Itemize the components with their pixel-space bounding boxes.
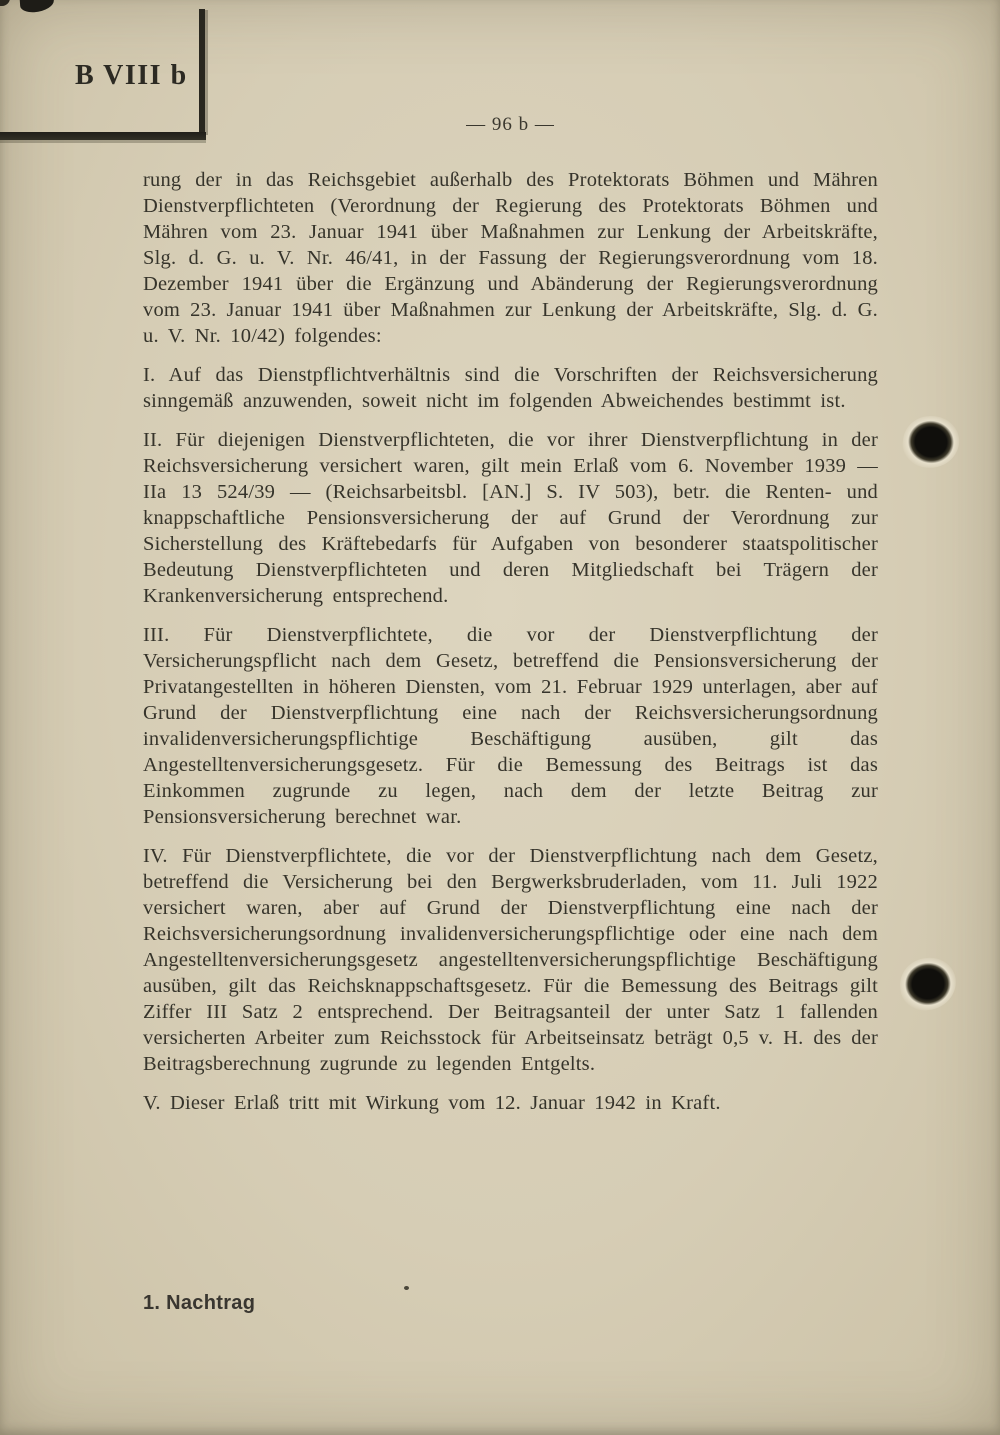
paragraph-section-4: IV. Für Dienstverpflichtete, die vor der Dienstverpflichtung nach dem Gesetz, betreffend die Versicherung bei den Bergwerksbruderladen, vom 11. Juli 1922 versichert waren, aber auf Grund der Dienstverpflichtung eine nach der Reichsversicherungsordnung invalidenversicherungspflichtige oder eine nach dem Angestelltenversicherungsgesetz angestelltenversicherungspflichtige Beschäftigung ausüben, gilt das Reichsknappschaftsgesetz. Für die Bemessung des Beitrags gilt Ziffer III Satz 2 entsprechend. Der Beitragsanteil der unter Satz 1 fallenden versicherten Arbeiter zum Reichsstock für Arbeitseinsatz beträgt 0,5 v. H. des der Beitragsberechnung zugrunde zu legenden Entgelts. [143,845,878,1075]
scan-corner-artifact [19,0,54,13]
scan-edge-artifact [0,0,10,6]
page-number: — 96 b — [466,114,555,135]
paragraph-section-2: II. Für diejenigen Dienstverpflichteten, die vor ihrer Dienstverpflichtung in der Reichsversicherung versichert waren, gilt mein Erlaß vom 6. November 1939 — IIa 13 524/39 — (Reichsarbeitsbl. [AN.] S. IV 503), betr. die Renten- und knappschaftliche Pensionsversicherung der auf Grund der Verordnung zur Sicherstellung des Kräftebedarfs für Aufgaben von besonderer staatspolitischer Bedeutung Dienstverpflichteten und deren Mitgliedschaft bei Trägern der Krankenversicherung entsprechend. [143,429,878,607]
paragraph-section-1: I. Auf das Dienstpflichtverhältnis sind die Vorschriften der Reichsversicherung sinngemäß anzuwenden, soweit nicht im folgenden Abweichendes bestimmt ist. [143,364,878,412]
document-body [143,167,878,1129]
hole-punch-bottom [897,955,958,1013]
classification-label: B VIII b [75,60,188,91]
paragraph-section-3: III. Für Dienstverpflichtete, die vor der Dienstverpflichtung der Versicherungspflicht nach dem Gesetz, betreffend die Pensionsversicherung der Privatangestellten in höheren Diensten, vom 21. Februar 1929 unterlagen, aber auf Grund der Dienstverpflichtung eine nach der Reichsversicherungsordnung invalidenversicherungspflichtige Beschäftigung ausüben, gilt das Angestelltenversicherungsgesetz. Für die Bemessung des Beitrags ist das Einkommen zugrunde zu legen, nach dem der letzte Beitrag zur Pensionsversicherung berechnet war. [143,624,878,828]
paragraph-continuation: rung der in das Reichsgebiet außerhalb des Protektorats Böhmen und Mähren Dienstverpflichteten (Verordnung der Regierung des Protektorats Böhmen und Mähren vom 23. Januar 1941 über Maßnahmen zur Lenkung der Arbeitskräfte, Slg. d. G. u. V. Nr. 46/41, in der Fassung der Regierungsverordnung vom 18. Dezember 1941 über die Ergänzung und Abänderung der Regierungsverordnung vom 23. Januar 1941 über Maßnahmen zur Lenkung der Arbeitskräfte, Slg. d. G. u. V. Nr. 10/42) folgendes: [143,169,878,347]
paragraph-section-5: V. Dieser Erlaß tritt mit Wirkung vom 12. Januar 1942 in Kraft. [143,1092,721,1114]
hole-punch-top [900,412,963,471]
footer-supplement-label: 1. Nachtrag [143,1292,256,1314]
ink-speck-artifact [404,1286,409,1290]
